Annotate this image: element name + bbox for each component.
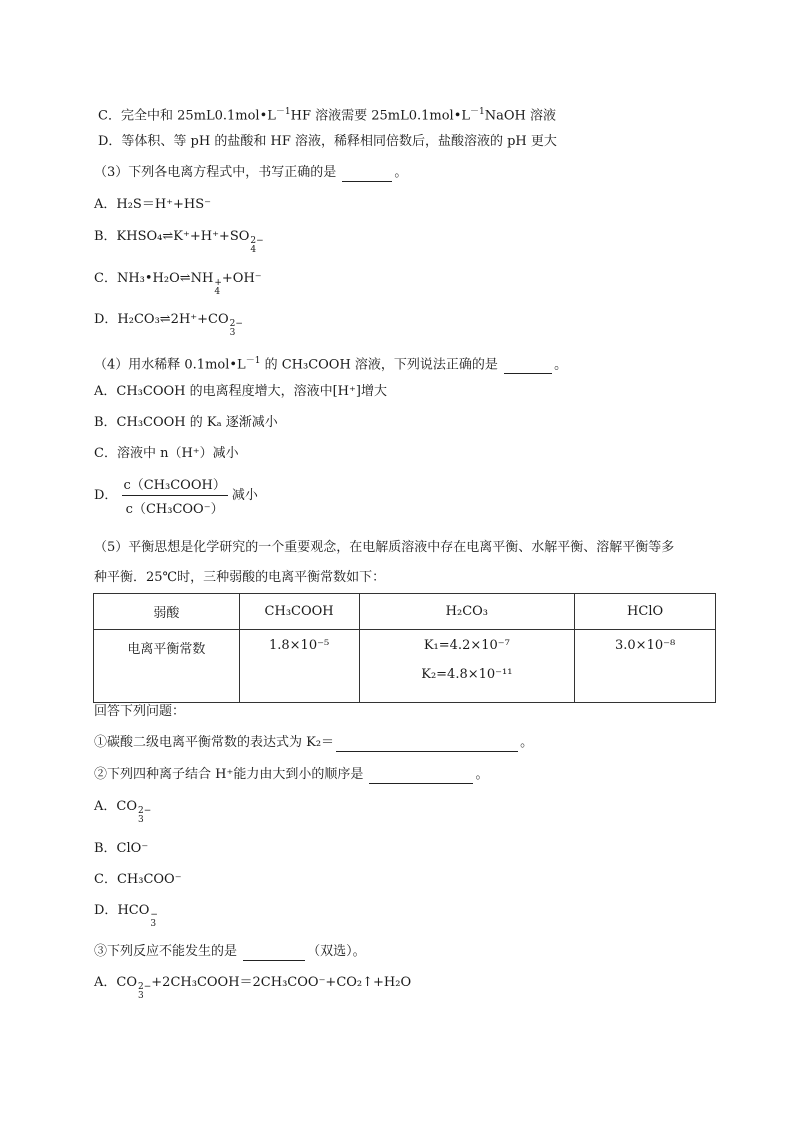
answer-blank-order[interactable] (369, 769, 473, 784)
sub3-option-a: A． CO 2− 3 +2CH₃COOH＝2CH₃COO⁻+CO₂↑+H₂O (94, 975, 412, 1001)
q4-option-b: B．CH₃COOH 的 Kₐ 逐渐减小 (94, 415, 278, 430)
sub-question-2: ②下列四种离子结合 H⁺能力由大到小的顺序是 。 (94, 767, 489, 782)
q3-option-d: D．H₂CO₃⇌2H⁺+ CO 2− 3 (94, 312, 243, 338)
table-header-row (94, 594, 716, 630)
question-5-line2: 种平衡．25℃时，三种弱酸的电离平衡常数如下： (94, 570, 386, 585)
answer-blank-k2[interactable] (336, 737, 518, 752)
question-4: （4）用水稀释 $0.1mol•L^{-1}$ 的 CH₃COOH 溶液，下列说法正确的是 。 (94, 356, 568, 373)
answer-blank-q3[interactable] (342, 167, 392, 182)
q4-option-a: A．CH₃COOH 的电离程度增大，溶液中[H⁺]增大 (94, 384, 387, 399)
carbonate-ion: CO 2− 3 (116, 799, 152, 825)
q3-option-c: C．NH₃•H₂O⇌ NH + 4 +OH⁻ (94, 271, 262, 297)
hclo-ka: 3.0×10⁻⁸ (575, 630, 716, 703)
q3-option-a: A．H₂S＝H⁺+HS⁻ (94, 197, 212, 212)
h2co3-constants (359, 630, 575, 703)
h2co3-k2: K₂=4.8×10⁻¹¹ (421, 667, 513, 682)
option-c-prev: C．完全中和 $25mL0.1mol•L^{-1}HF$ 溶液需要 $25mL0.1mol•L^{-1}NaOH$ 溶液 (98, 107, 557, 124)
sub2-option-a: A． CO 2− 3 (94, 799, 152, 825)
q4-option-d: D． $\frac{\text{c（CH₃COOH）}}{\text{c（CH₃COO⁻）}}$ 减小 (94, 474, 258, 517)
question-5-line1: （5）平衡思想是化学研究的一个重要观念，在电解质溶液中存在电离平衡、水解平衡、溶解平衡等多 (94, 540, 675, 555)
sub-question-1: ①碳酸二级电离平衡常数的表达式为 K₂＝ 。 (94, 735, 534, 750)
sub-question-3: ③下列反应不能发生的是 （双选）。 (94, 944, 366, 959)
carbonate-ion: CO 2− 3 (116, 975, 152, 1001)
question-3: （3）下列各电离方程式中，书写正确的是 。 (94, 165, 408, 180)
sub2-option-c: C．CH₃COO⁻ (94, 872, 182, 887)
answer-blank-q4[interactable] (504, 359, 552, 374)
q4-option-c: C．溶液中 n（H⁺）减小 (94, 446, 239, 461)
header-weak-acid: 弱酸 (94, 594, 240, 630)
sulfate-ion: SO 2− 4 (229, 229, 264, 255)
h2co3-k1: K₁=4.2×10⁻⁷ (423, 638, 510, 653)
header-hclo: HClO (575, 594, 716, 630)
header-h2co3: H₂CO₃ (359, 594, 575, 630)
row-label: 电离平衡常数 (94, 630, 240, 703)
table-constant-row (94, 630, 716, 703)
ionization-constant-table (93, 593, 716, 703)
carbonate-ion: CO 2− 3 (208, 312, 243, 338)
ch3cooh-ka: 1.8×10⁻⁵ (239, 630, 359, 703)
sub2-option-d: D． HCO − 3 (94, 903, 158, 929)
q3-option-b: B．KHSO₄⇌K⁺+H⁺+ SO 2− 4 (94, 229, 264, 255)
concentration-ratio: $\frac{\text{c（CH₃COOH）}}{\text{c（CH₃COO⁻）}}$ (123, 478, 226, 517)
answer-intro: 回答下列问题： (94, 704, 186, 719)
header-ch3cooh: CH₃COOH (239, 594, 359, 630)
sub2-option-b: B．ClO⁻ (94, 841, 149, 856)
bicarbonate-ion: HCO − 3 (117, 903, 158, 929)
option-d-prev: D．等体积、等 pH 的盐酸和 HF 溶液，稀释相同倍数后，盐酸溶液的 pH 更大 (98, 134, 557, 149)
answer-blank-reaction[interactable] (243, 946, 305, 961)
ammonium-ion: NH + 4 (190, 271, 222, 297)
